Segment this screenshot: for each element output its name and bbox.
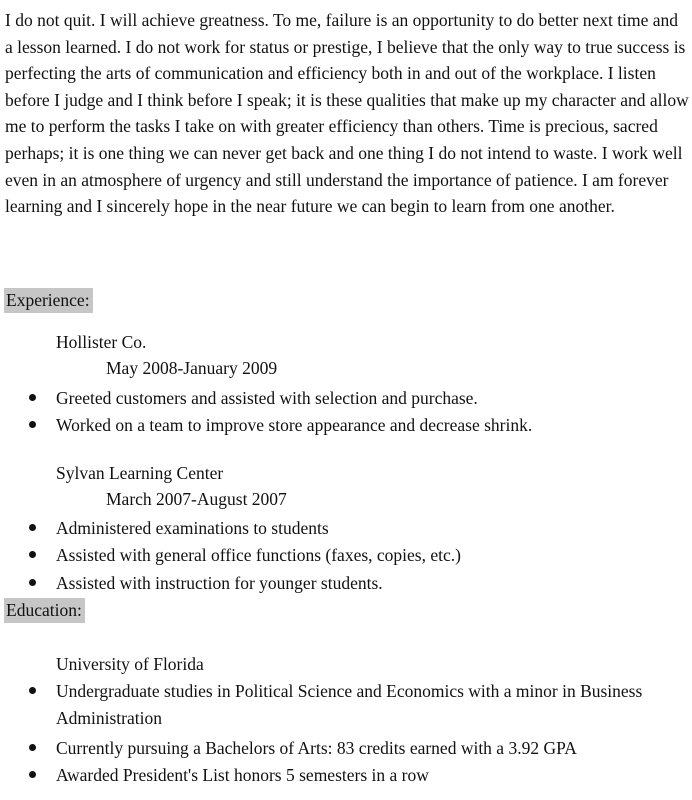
bullet-icon	[29, 744, 36, 751]
bullet-icon	[29, 524, 36, 531]
list-item-text: Awarded President's List honors 5 semesters in a row	[56, 765, 429, 785]
bullet-icon	[29, 551, 36, 558]
list-item-text: Administered examinations to students	[56, 518, 329, 538]
school-name: University of Florida	[56, 654, 204, 674]
objective-paragraph: I do not quit. I will achieve greatness. To me, failure is an opportunity to do better next time and a lesson learned. I do not work for status or prestige, I believe that the only way to true success is perfecting the arts of communication and efficiency both in and out of the workplace. I listen before I judge and I think before I speak; it is these qualities that make up my character and allow me to perform the tasks I take on with greater efficiency than others. Time is precious, sacred perhaps; it is one thing we can never get back and one thing I do not intend to waste. I work well even in an atmosphere of urgency and still understand the importance of patience. I am forever learning and I sincerely hope in the near future we can begin to learn from one another.	[5, 10, 689, 217]
employer-name: Hollister Co.	[56, 332, 147, 352]
bullet-icon	[29, 394, 36, 401]
bullet-icon	[29, 421, 36, 428]
bullet-icon	[29, 687, 36, 694]
list-item-text: Currently pursuing a Bachelors of Arts: 83 credits earned with a 3.92 GPA	[56, 738, 577, 758]
list-item-text: Worked on a team to improve store appearance and decrease shrink.	[56, 415, 533, 435]
list-item-text: Assisted with general office functions (faxes, copies, etc.)	[56, 545, 461, 565]
experience-heading: Experience:	[4, 288, 93, 313]
employment-dates: March 2007-August 2007	[106, 489, 287, 509]
employment-dates: May 2008-January 2009	[106, 358, 278, 378]
education-heading: Education:	[4, 598, 85, 623]
bullet-icon	[29, 579, 36, 586]
list-item-text: Undergraduate studies in Political Science and Economics with a minor in Business Administration	[56, 681, 643, 728]
bullet-icon	[29, 771, 36, 778]
list-item-text: Assisted with instruction for younger students.	[56, 573, 383, 593]
employer-name: Sylvan Learning Center	[56, 463, 224, 483]
list-item-text: Greeted customers and assisted with selection and purchase.	[56, 388, 478, 408]
